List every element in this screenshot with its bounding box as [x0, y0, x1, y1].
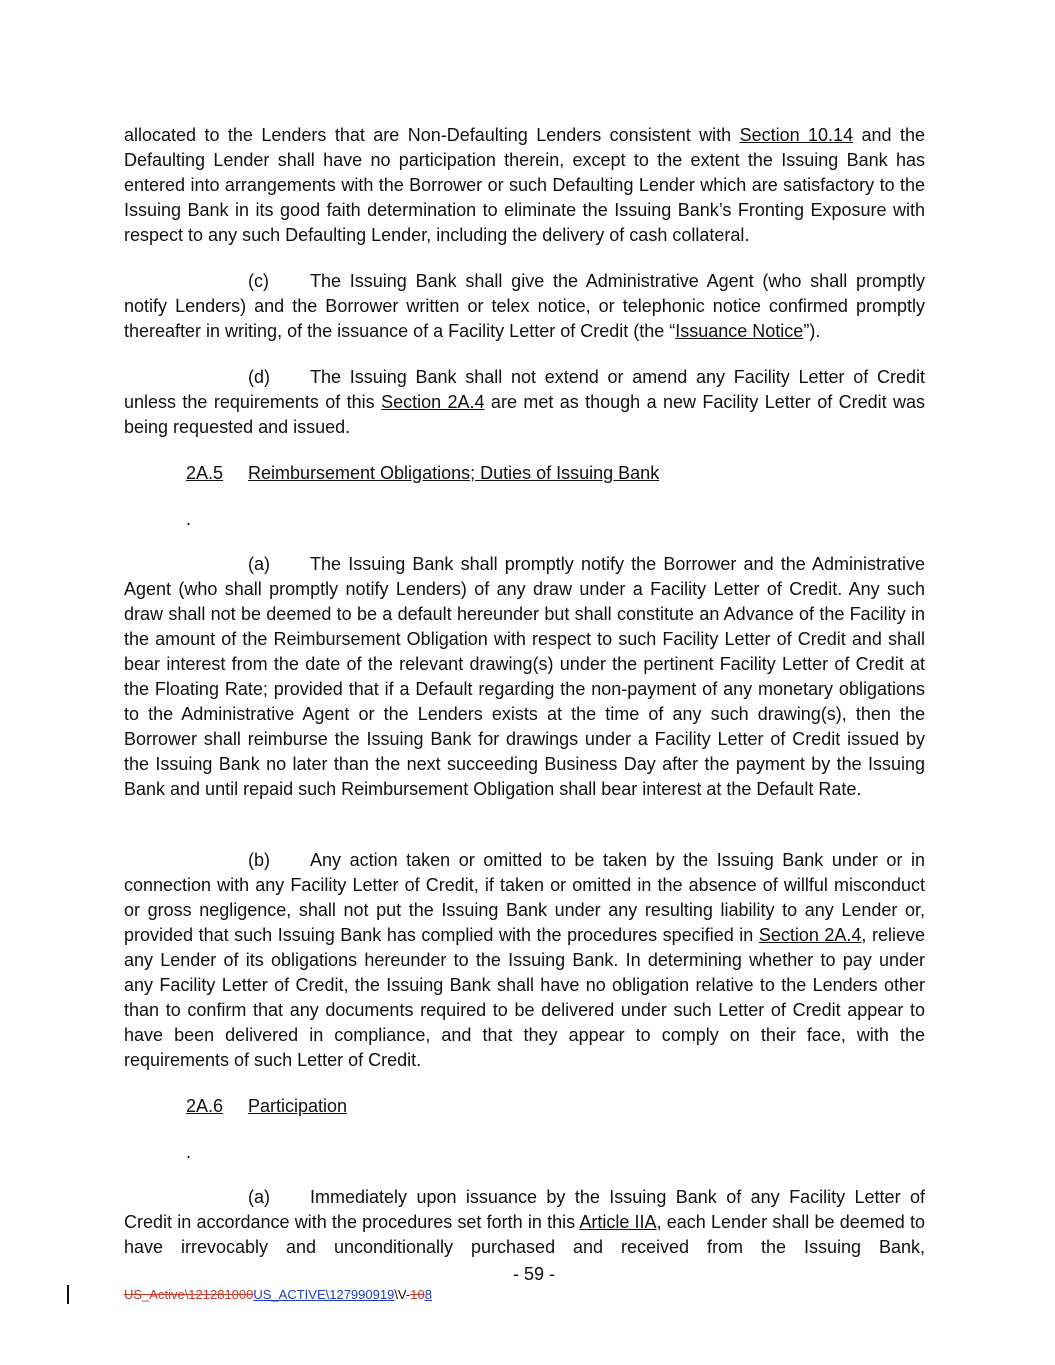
- section-2a4-reference: Section 2A.4: [758, 925, 862, 945]
- section-dot: .: [186, 1142, 192, 1162]
- clause-label: (d): [248, 367, 270, 387]
- inserted-version: 8: [424, 1287, 432, 1302]
- section-2a4-reference: Section 2A.4: [381, 392, 485, 412]
- version-prefix: \V-: [394, 1287, 411, 1302]
- paragraph-d-extend-amend: (d) The Issuing Bank shall not extend or amend any Facility Letter of Credit unless the requirements of this Section 2A.4 are met as though a new Facility Letter of Credit was being requested and issued.: [124, 367, 926, 437]
- paragraph-c-issuance-notice: (c) The Issuing Bank shall give the Administrative Agent (who shall promptly notify Lenders) and the Borrower written or telex notice, or telephonic notice confirmed promptly thereafter in writing, of the issuance of a Facility Letter of Credit (the “Issuance Notice”).: [124, 271, 925, 341]
- document-id-footer: [124, 1287, 432, 1303]
- paragraph-2a5-a-draw-notice: (a) The Issuing Bank shall promptly notify the Borrower and the Administrative Agent (who shall promptly notify Lenders) of any draw under a Facility Letter of Credit. Any such draw shall not be deemed to be a default hereunder but shall constitute an Advance of the Facility in the amount of the Reimbursement Obligation with respect to such Facility Letter of Credit and shall bear interest from the date of the relevant drawing(s) under the pertinent Facility Letter of Credit at the Floating Rate; provided that if a Default regarding the non-payment of any monetary obligations to the Administrative Agent or the Lenders exists at the time of any such drawing(s), then the Borrower shall reimburse the Issuing Bank for drawings under a Facility Letter of Credit issued by the Issuing Bank no later than the next succeeding Business Day after the payment by the Issuing Bank and until repaid such Reimbursement Obligation shall bear interest at the Default Rate.: [124, 554, 925, 799]
- section-dot: .: [186, 509, 192, 529]
- clause-label: (a): [248, 1187, 270, 1207]
- section-title: Reimbursement Obligations; Duties of Issuing Bank: [248, 463, 660, 483]
- section-10-14-reference: Section 10.14: [739, 125, 854, 145]
- paragraph-2a6-a-participation: (a) Immediately upon issuance by the Issuing Bank of any Facility Letter of Credit in accordance with the procedures set forth in this Article IIA, each Lender shall be deemed to have irrevocably and unconditionally purchased and received from the Issuing Bank,: [124, 1187, 926, 1257]
- paragraph-2a5-b-issuing-bank-liability: (b) Any action taken or omitted to be taken by the Issuing Bank under or in connection with any Facility Letter of Credit, if taken or omitted in the absence of willful misconduct or gross negligence, shall not put the Issuing Bank under any resulting liability to any Lender or, provided that such Issuing Bank has complied with the procedures specified in Section 2A.4, relieve any Lender of its obligations hereunder to the Issuing Bank. In determining whether to pay under any Facility Letter of Credit, the Issuing Bank shall have no obligation relative to the Lenders other than to confirm that any documents required to be delivered under such Letter of Credit appear to have been delivered in compliance, and that they appear to comply on their face, with the requirements of such Letter of Credit.: [124, 850, 925, 1070]
- deleted-version: 10: [410, 1287, 425, 1302]
- section-heading-2a6: [186, 1094, 347, 1119]
- article-iia-reference: Article IIA: [579, 1212, 657, 1232]
- clause-label: (a): [248, 554, 270, 574]
- page-number: - 59 -: [512, 1264, 555, 1284]
- section-number: 2A.5: [186, 463, 224, 483]
- issuance-notice-term: Issuance Notice: [675, 321, 804, 341]
- section-heading-2a5: [186, 461, 659, 486]
- inserted-document-id: US_ACTIVE\127990919: [253, 1287, 395, 1302]
- clause-label: (c): [248, 271, 269, 291]
- deleted-document-id: US_Active\121281000: [124, 1287, 254, 1302]
- clause-label: (b): [248, 850, 270, 870]
- paragraph-defaulting-lender-continuation: allocated to the Lenders that are Non-Defaulting Lenders consistent with Section 10.14 and the Defaulting Lender shall have no participation therein, except to the extent the Issuing Bank has entered into arrangements with the Borrower or such Defaulting Lender which are satisfactory to the Issuing Bank in its good faith determination to eliminate the Issuing Bank’s Fronting Exposure with respect to any such Defaulting Lender, including the delivery of cash collateral.: [124, 125, 925, 245]
- section-title: Participation: [248, 1096, 348, 1116]
- section-number: 2A.6: [186, 1096, 224, 1116]
- change-bar: [67, 1285, 69, 1304]
